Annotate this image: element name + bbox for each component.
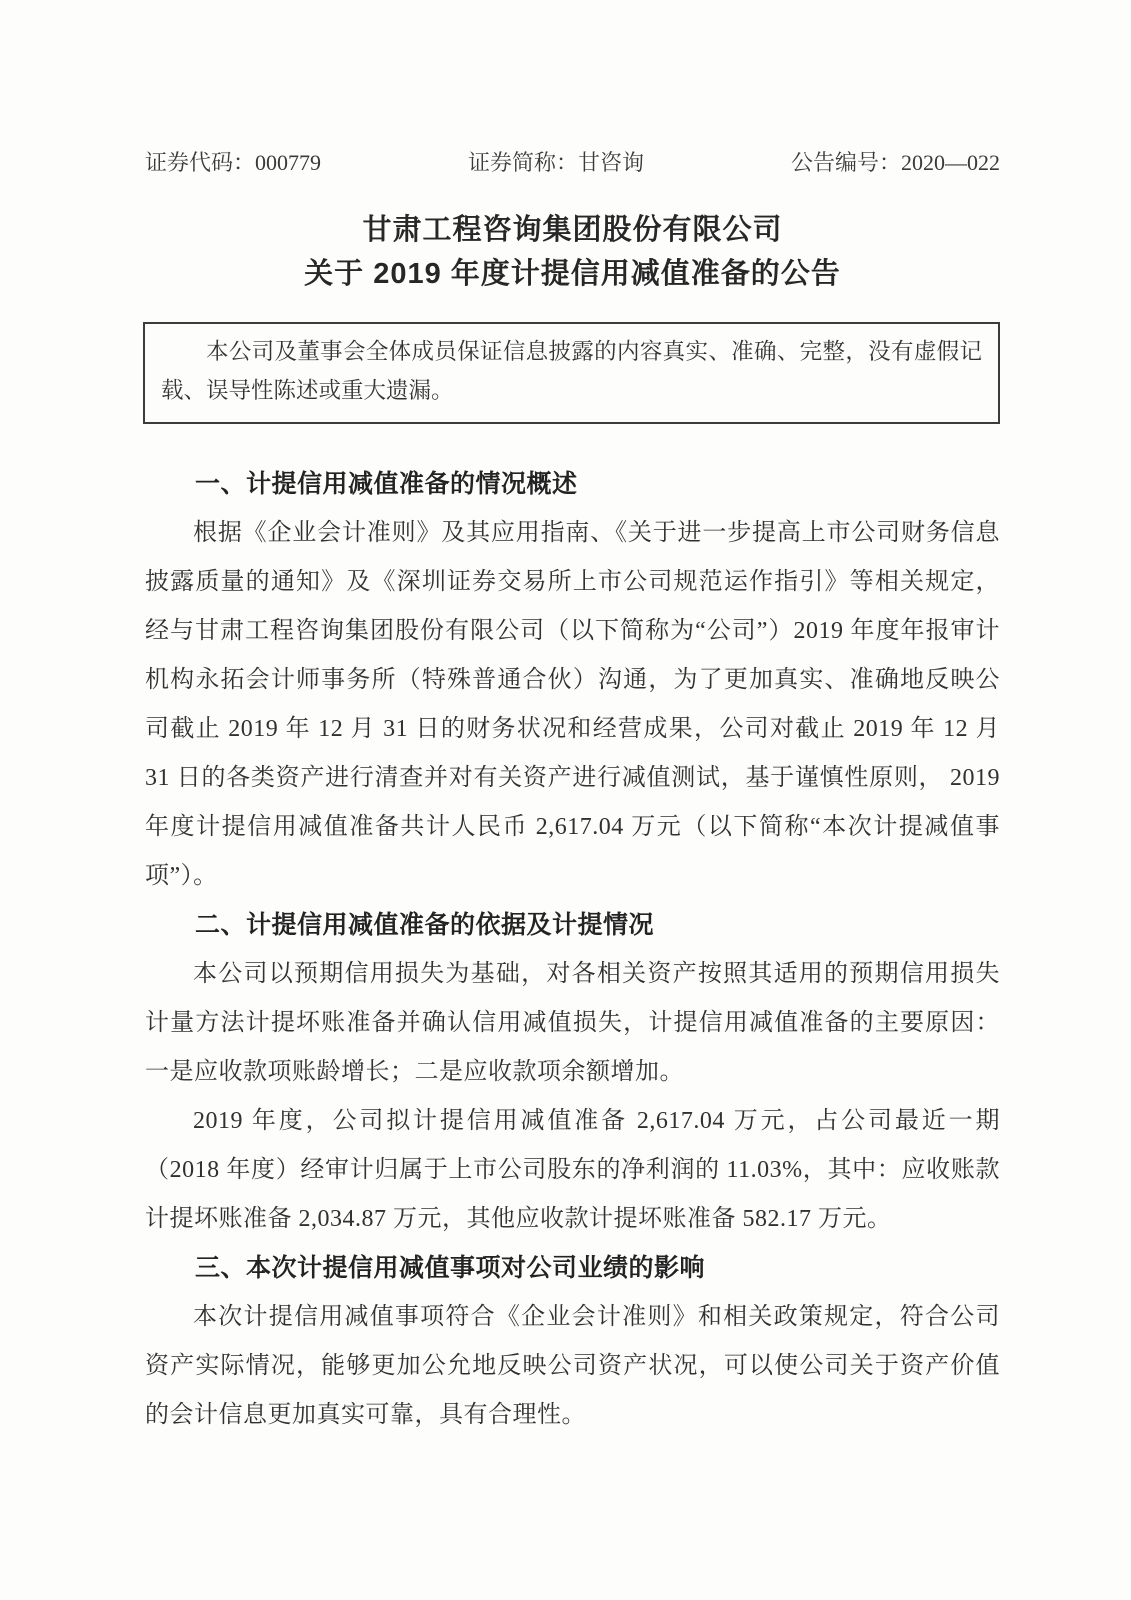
announcement-number: 公告编号：2020—022 — [790, 150, 1000, 175]
section-2-heading: 二、计提信用减值准备的依据及计提情况 — [195, 911, 655, 939]
doc-body — [145, 460, 1000, 1440]
section-2-paragraph-2: 2019 年度，公司拟计提信用减值准备 2,617.04 万元，占公司最近一期（2018 年度）经审计归属于上市公司股东的净利润的 11.03%，其中：应收账款计提坏账准备 2,034.87 万元，其他应收款计提坏账准备 582.17 万元。 — [145, 1108, 1000, 1232]
doc-header — [145, 148, 1000, 178]
section-2-paragraph-1: 本公司以预期信用损失为基础，对各相关资产按照其适用的预期信用损失计量方法计提坏账准备并确认信用减值损失，计提信用减值准备的主要原因：一是应收款项账龄增长；二是应收款项余额增加。 — [145, 961, 1000, 1085]
section-3-paragraph-1: 本次计提信用减值事项符合《企业会计准则》和相关政策规定，符合公司资产实际情况，能够更加公允地反映公司资产状况，可以使公司关于资产价值的会计信息更加真实可靠，具有合理性。 — [145, 1304, 1000, 1428]
stock-short-name: 证券简称：甘咨询 — [467, 150, 644, 175]
disclaimer-text: 本公司及董事会全体成员保证信息披露的内容真实、准确、完整，没有虚假记载、误导性陈述或重大遗漏。 — [161, 339, 982, 403]
section-1-paragraph-1: 根据《企业会计准则》及其应用指南、《关于进一步提高上市公司财务信息披露质量的通知》及《深圳证券交易所上市公司规范运作指引》等相关规定，经与甘肃工程咨询集团股份有限公司（以下简称为“公司”）2019 年度年报审计机构永拓会计师事务所（特殊普通合伙）沟通，为了更加真实、准确地反映公司截止 2019 年 12 月 31 日的财务状况和经营成果，公司对截止 2019 年 12 月 31 日的各类资产进行清查并对有关资产进行减值测试，基于谨慎性原则， 2019 年度计提信用减值准备共计人民币 2,617.04 万元（以下简称“本次计提减值事项”）。 — [145, 520, 1000, 889]
disclaimer-box — [143, 322, 1000, 424]
section-3-heading: 三、本次计提信用减值事项对公司业绩的影响 — [195, 1254, 706, 1282]
doc-title-line2: 关于 2019 年度计提信用减值准备的公告 — [304, 258, 841, 290]
stock-code: 证券代码：000779 — [145, 150, 322, 175]
section-1-heading: 一、计提信用减值准备的情况概述 — [195, 470, 578, 498]
doc-title-line1: 甘肃工程咨询集团股份有限公司 — [362, 214, 783, 246]
